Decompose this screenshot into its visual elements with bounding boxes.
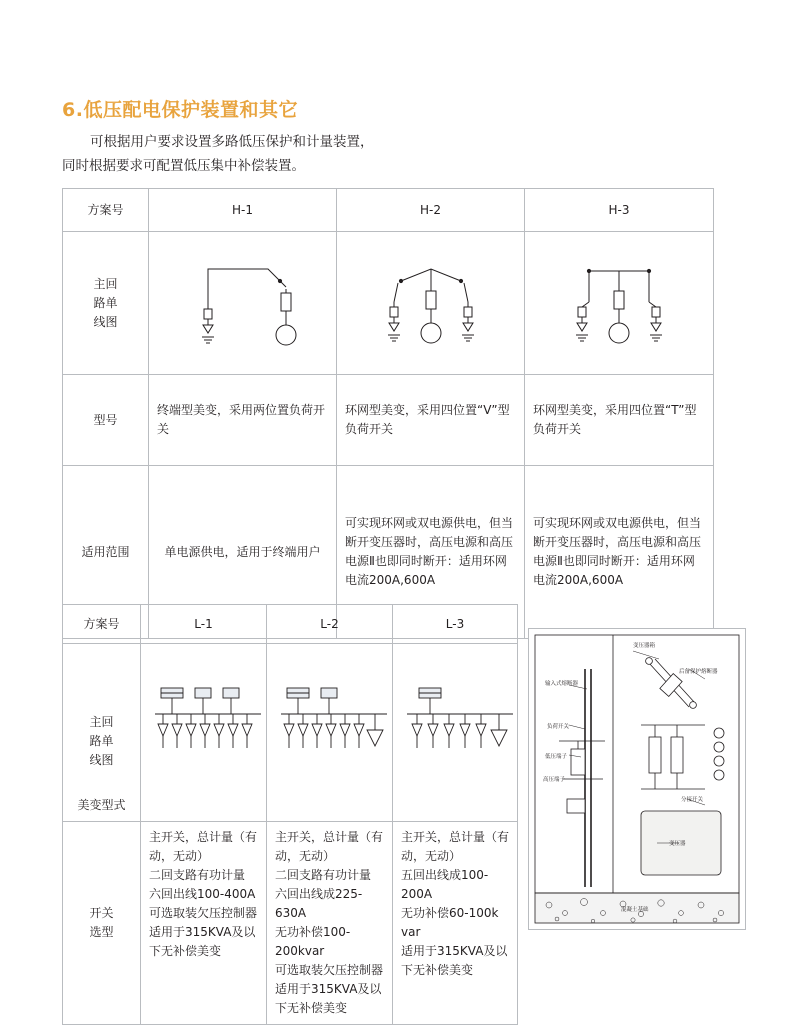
row-label-text-bottom: 美变型式 [77,797,126,812]
col-header-h2: H-2 [337,189,525,232]
schematic-l3-icon [401,678,519,788]
cell-scope-h3: 可实现环网或双电源供电，但当断开变压器时，高压电源和高压电源Ⅱ也即同时断开：适用环网电流200A,600A [525,466,714,639]
label-input-fuse: 输入式熔断器 [545,681,579,687]
switch-l3-line-2: 五回出线成100-200A [401,868,489,901]
row-label-text: 主回 路单 线图 [93,276,118,329]
table-row [63,605,518,644]
switch-l1-line-3: 六回出线100-400A [149,887,256,901]
switch-l2-line-3: 六回出线成225-630A [275,887,363,920]
switch-l1-line-1: 主开关，总计量（有动，无动） [149,830,258,863]
cell-diagram-h3 [525,232,714,375]
switch-l2-line-4: 无功补偿100-200kvar [275,925,351,958]
switch-l3-line-4: 适用于315KVA及以下无补偿美变 [401,944,508,977]
cell-model-h3: 环网型美变，采用四位置“T”型负荷开关 [525,375,714,466]
col-header-scheme: 方案号 [63,189,149,232]
switch-l1-line-2: 二回支路有功计量 [149,868,246,882]
label-transformer: 变压器 [669,841,686,847]
cell-diagram-h1 [149,232,337,375]
table-row [63,644,518,822]
switch-l1-line-4: 可选取装欠压控制器 [149,906,258,920]
schematic-h3-icon [544,247,694,359]
intro-line-1: 可根据用户要求设置多路低压保护和计量装置， [90,134,374,150]
switch-l3-line-1: 主开关，总计量（有动，无动） [401,830,510,863]
schematic-h1-icon [168,247,318,359]
col-header-h3: H-3 [525,189,714,232]
label-backup-fuse: 后备保护熔断器 [679,669,718,675]
row-label-scope: 适用范围 [63,466,149,639]
col-header-h1: H-1 [149,189,337,232]
label-concrete-base: 混凝土基础 [621,907,649,913]
label-transformer-box: 变压器箱 [633,643,656,649]
intro-paragraph [62,130,722,178]
row-label-text: 开关 选型 [89,906,114,939]
cell-switch-l3 [393,822,518,1025]
cell-diagram-h2 [337,232,525,375]
label-lv-terminal: 低压端子 [545,754,568,760]
cabinet-diagram-icon [529,629,745,929]
table-row [63,822,518,1025]
switch-l2-line-5: 可选取装欠压控制器 [275,963,384,977]
cell-model-h2: 环网型美变，采用四位置“V”型负荷开关 [337,375,525,466]
cell-scope-h2: 可实现环网或双电源供电，但当断开变压器时，高压电源和高压电源Ⅱ也即同时断开：适用环网电流200A,600A [337,466,525,639]
schematic-l2-icon [275,678,393,788]
intro-line-2: 同时根据要求可配置低压集中补偿装置。 [62,158,305,174]
cell-switch-l2 [267,822,393,1025]
cell-diagram-l3 [393,644,518,822]
label-tap-changer: 分接开关 [681,797,704,803]
switch-l1-line-5: 适用于315KVA及以下无补偿美变 [149,925,256,958]
row-label-main-circuit-l [63,644,141,822]
cell-switch-l1 [141,822,267,1025]
switch-l2-line-6: 适用于315KVA及以下无补偿美变 [275,982,382,1015]
row-label-text-top: 主回 路单 线图 [89,714,114,767]
label-load-switch: 负荷开关 [547,724,570,730]
label-hv-terminal: 高压端子 [543,777,566,783]
page-title: 6.低压配电保护装置和其它 [62,99,298,121]
cell-diagram-l2 [267,644,393,822]
table-scheme-h [62,188,714,639]
cabinet-illustration [528,628,746,930]
table-row [63,232,714,375]
table-scheme-l [62,604,518,1025]
col-header-scheme-l: 方案号 [63,605,141,644]
switch-l3-line-3: 无功补偿60-100k var [401,906,499,939]
col-header-l2: L-2 [267,605,393,644]
schematic-h2-icon [356,247,506,359]
cell-scope-h1: 单电源供电，适用于终端用户 [149,466,337,639]
switch-l2-line-1: 主开关，总计量（有动，无动） [275,830,384,863]
row-label-main-circuit [63,232,149,375]
col-header-l1: L-1 [141,605,267,644]
table-row [63,375,714,466]
row-label-switch-selection [63,822,141,1025]
table-row [63,189,714,232]
row-label-model: 型号 [63,375,149,466]
col-header-l3: L-3 [393,605,518,644]
switch-l2-line-2: 二回支路有功计量 [275,868,372,882]
schematic-l1-icon [149,678,267,788]
cell-model-h1: 终端型美变，采用两位置负荷开关 [149,375,337,466]
cell-diagram-l1 [141,644,267,822]
